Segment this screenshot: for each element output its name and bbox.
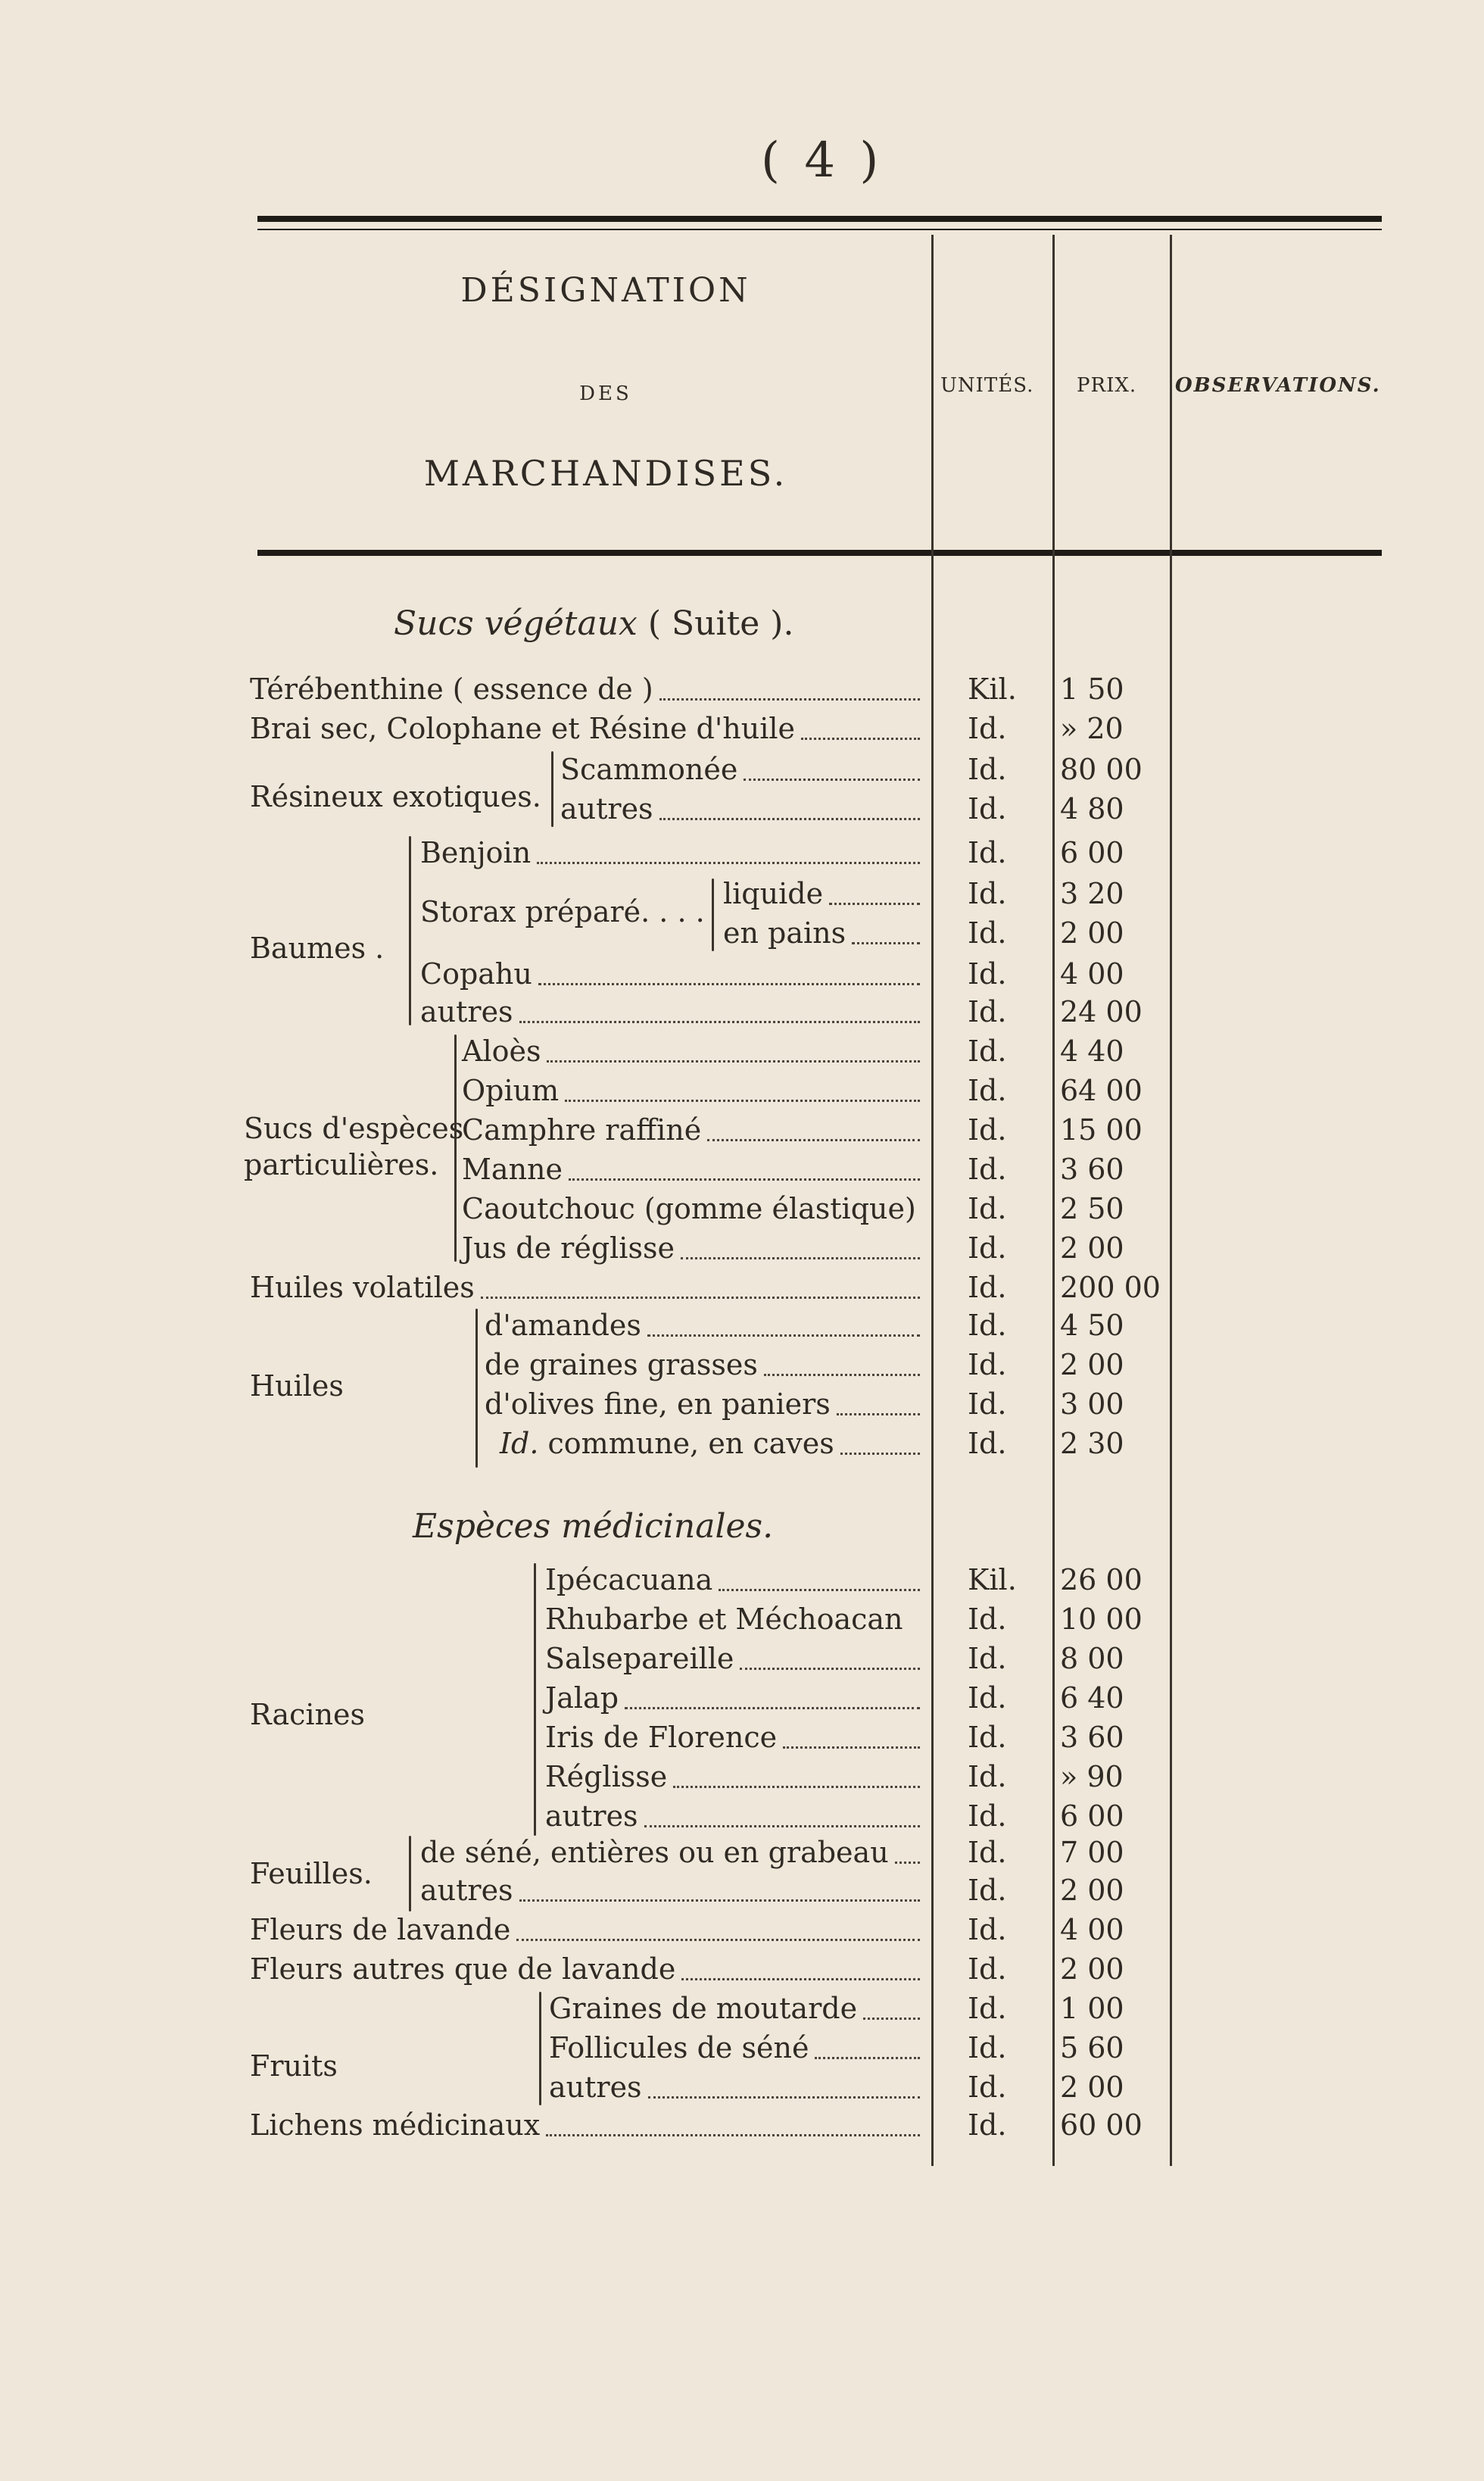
brace: [712, 878, 714, 951]
group-label: Huiles: [250, 1369, 344, 1403]
unit-cell: Id.: [968, 2071, 1007, 2104]
price-cell: 15 00: [1060, 1113, 1143, 1147]
brace: [539, 1992, 541, 2105]
price-cell: 26 00: [1060, 1563, 1143, 1596]
table-row: [0, 1678, 1484, 1718]
price-cell: 2 00: [1060, 1231, 1124, 1265]
item-label: Camphre raffiné: [462, 1113, 702, 1147]
item-label: Iris de Florence: [545, 1721, 778, 1754]
item-label: Fleurs de lavande: [250, 1913, 511, 1946]
leader-dots: [815, 2057, 920, 2059]
leader-dots: [895, 1862, 920, 1864]
observations-column-header: OBSERVATIONS.: [1175, 374, 1381, 397]
item-label: Fleurs autres que de lavande: [250, 1952, 676, 1986]
unit-cell: Id.: [968, 1913, 1007, 1946]
unit-cell: Id.: [968, 1348, 1007, 1381]
price-cell: 2 30: [1060, 1427, 1124, 1460]
leader-dots: [516, 1939, 920, 1941]
item-label: Benjoin: [420, 836, 532, 869]
item-label: Brai sec, Colophane et Résine d'huile: [250, 712, 796, 745]
price-column-header: PRIX.: [1077, 374, 1137, 397]
price-cell: 2 50: [1060, 1192, 1124, 1225]
price-cell: 1 50: [1060, 673, 1124, 706]
table-row: [0, 1189, 1484, 1228]
table-row: [0, 1910, 1484, 1949]
unit-cell: Id.: [968, 1113, 1007, 1147]
unit-cell: Id.: [968, 1387, 1007, 1421]
item-label: autres: [560, 792, 653, 825]
item-label: de graines grasses: [485, 1348, 758, 1381]
table-row: [0, 992, 1484, 1031]
leader-dots: [829, 903, 920, 905]
leader-dots: [519, 1899, 920, 1902]
price-cell: 6 00: [1060, 836, 1124, 869]
price-cell: 4 00: [1060, 1913, 1124, 1946]
table-row: [0, 1031, 1484, 1071]
group-label: Résineux exotiques.: [250, 780, 541, 813]
section-title-text: Sucs végétaux: [394, 604, 638, 643]
item-label: de séné, entières ou en grabeau: [420, 1836, 889, 1869]
price-cell: 6 40: [1060, 1681, 1124, 1715]
designation-heading: DÉSIGNATION: [460, 271, 751, 310]
table-row: [0, 1306, 1484, 1345]
group-label: Storax préparé. . . .: [420, 895, 705, 928]
item-label: Graines de moutarde: [549, 1992, 858, 2025]
group-label: Racines: [250, 1698, 366, 1731]
unit-cell: Id.: [968, 753, 1007, 786]
table-row: [0, 750, 1484, 789]
unit-cell: Id.: [968, 1874, 1007, 1907]
leader-dots: [681, 1257, 920, 1259]
item-label: Jus de réglisse: [462, 1231, 675, 1265]
item-label: en pains: [723, 916, 846, 950]
unit-cell: Id.: [968, 1642, 1007, 1675]
units-column-header: UNITÉS.: [940, 374, 1034, 397]
price-cell: » 20: [1060, 712, 1124, 745]
price-cell: 60 00: [1060, 2108, 1143, 2142]
unit-cell: Id.: [968, 1192, 1007, 1225]
unit-cell: Id.: [968, 957, 1007, 991]
leader-dots: [644, 1825, 920, 1827]
table-row: [0, 1871, 1484, 1910]
leader-dots: [744, 779, 920, 781]
table-row: [0, 954, 1484, 994]
leader-dots: [537, 862, 920, 864]
unit-cell: Id.: [968, 836, 1007, 869]
unit-cell: Id.: [968, 995, 1007, 1028]
price-cell: » 90: [1060, 1760, 1124, 1793]
item-label: d'olives fine, en paniers: [485, 1387, 831, 1421]
item-label: Follicules de séné: [549, 2031, 809, 2064]
table-row: [0, 1639, 1484, 1678]
unit-cell: Id.: [968, 712, 1007, 745]
leader-dots: [837, 1413, 920, 1415]
unit-cell: Id.: [968, 792, 1007, 825]
leader-dots: [764, 1374, 920, 1376]
page-number: ( 4 ): [761, 133, 884, 189]
top-rule-thin: [257, 229, 1382, 230]
leader-dots: [681, 1978, 920, 1980]
table-row: [0, 2105, 1484, 2145]
item-label: Manne: [462, 1153, 563, 1186]
item-label: Térébenthine ( essence de ): [250, 673, 653, 706]
unit-cell: Id.: [968, 1153, 1007, 1186]
unit-cell: Id.: [968, 1760, 1007, 1793]
price-cell: 3 60: [1060, 1153, 1124, 1186]
table-row: [0, 1718, 1484, 1757]
item-label: Caoutchouc (gomme élastique): [462, 1192, 916, 1225]
item-label: autres: [420, 995, 513, 1028]
item-label: autres: [420, 1874, 513, 1907]
table-row: [0, 1110, 1484, 1150]
table-row: [0, 669, 1484, 709]
table-row: [0, 1833, 1484, 1872]
item-label: Salsepareille: [545, 1642, 734, 1675]
leader-dots: [863, 2018, 920, 2020]
brace: [534, 1563, 536, 1836]
price-cell: 2 00: [1060, 1874, 1124, 1907]
table-row: [0, 1345, 1484, 1384]
table-row: [0, 874, 1484, 913]
table-row: [0, 1150, 1484, 1189]
item-label: autres: [545, 1799, 638, 1833]
item-label: Opium: [462, 1074, 560, 1107]
price-cell: 6 00: [1060, 1799, 1124, 1833]
table-row: [0, 1796, 1484, 1836]
table-row: [0, 1599, 1484, 1639]
unit-cell: Id.: [968, 1271, 1007, 1304]
price-cell: 4 00: [1060, 957, 1124, 991]
group-label: Fruits: [250, 2049, 338, 2083]
price-cell: 5 60: [1060, 2031, 1124, 2064]
table-row: [0, 1268, 1484, 1307]
unit-cell: Id.: [968, 877, 1007, 910]
leader-dots: [565, 1100, 920, 1102]
leader-dots: [740, 1668, 920, 1670]
leader-dots: [840, 1453, 920, 1455]
unit-cell: Id.: [968, 1799, 1007, 1833]
price-cell: 80 00: [1060, 753, 1143, 786]
price-cell: 24 00: [1060, 995, 1143, 1028]
table-row: [0, 1228, 1484, 1268]
item-label: Ipécacuana: [545, 1563, 713, 1596]
unit-cell: Kil.: [968, 673, 1017, 706]
price-cell: 4 80: [1060, 792, 1124, 825]
leader-dots: [719, 1589, 920, 1591]
designation-des: DES: [579, 382, 632, 405]
table-row: [0, 2028, 1484, 2068]
section-title: [394, 604, 793, 643]
table-row: [0, 789, 1484, 829]
section-title-suite: ( Suite ).: [647, 604, 794, 643]
leader-dots: [538, 983, 920, 985]
leader-dots: [783, 1746, 920, 1749]
price-cell: 7 00: [1060, 1836, 1124, 1869]
table-row: [0, 1560, 1484, 1599]
price-cell: 3 60: [1060, 1721, 1124, 1754]
leader-dots: [546, 2134, 920, 2136]
unit-cell: Id.: [968, 1074, 1007, 1107]
unit-cell: Id.: [968, 1992, 1007, 2025]
leader-dots: [547, 1060, 920, 1063]
leader-dots: [659, 818, 920, 820]
unit-cell: Id.: [968, 1836, 1007, 1869]
price-cell: 4 50: [1060, 1309, 1124, 1342]
price-cell: 200 00: [1060, 1271, 1161, 1304]
price-cell: 10 00: [1060, 1603, 1143, 1636]
brace: [409, 1836, 411, 1911]
group-label: Sucs d'espèces particulières.: [244, 1112, 464, 1181]
item-label: d'amandes: [485, 1309, 641, 1342]
item-label: Scammonée: [560, 753, 738, 786]
unit-cell: Id.: [968, 1427, 1007, 1460]
leader-dots: [647, 1334, 920, 1337]
price-cell: 4 40: [1060, 1035, 1124, 1068]
table-row: [0, 1949, 1484, 1989]
brace: [454, 1035, 457, 1262]
unit-cell: Id.: [968, 1309, 1007, 1342]
unit-cell: Id.: [968, 1681, 1007, 1715]
brace: [475, 1309, 478, 1468]
price-cell: 2 00: [1060, 1348, 1124, 1381]
price-cell: 3 00: [1060, 1387, 1124, 1421]
item-label: Id. commune, en caves: [500, 1427, 834, 1460]
table-row: [0, 833, 1484, 872]
group-label: Baumes .: [250, 932, 385, 965]
leader-dots: [852, 942, 920, 944]
unit-cell: Id.: [968, 916, 1007, 950]
price-cell: 3 20: [1060, 877, 1124, 910]
leader-dots: [659, 698, 920, 701]
table-row: [0, 1384, 1484, 1424]
leader-dots: [519, 1021, 920, 1023]
leader-dots: [648, 2096, 920, 2099]
unit-cell: Id.: [968, 1721, 1007, 1754]
leader-dots: [481, 1297, 920, 1299]
designation-marchandises: MARCHANDISES.: [423, 453, 788, 494]
unit-cell: Id.: [968, 1231, 1007, 1265]
price-cell: 1 00: [1060, 1992, 1124, 2025]
unit-cell: Id.: [968, 1603, 1007, 1636]
table-row: [0, 1071, 1484, 1110]
table-row: [0, 2068, 1484, 2107]
header-rule: [257, 550, 1382, 556]
leader-dots: [569, 1178, 920, 1181]
item-label: Rhubarbe et Méchoacan: [545, 1603, 903, 1636]
table-row: [0, 709, 1484, 748]
item-label: autres: [549, 2071, 642, 2104]
price-cell: 8 00: [1060, 1642, 1124, 1675]
price-cell: 64 00: [1060, 1074, 1143, 1107]
leader-dots: [625, 1707, 920, 1709]
item-label: Huiles volatiles: [250, 1271, 475, 1304]
top-rule: [257, 216, 1382, 222]
price-cell: 2 00: [1060, 916, 1124, 950]
price-cell: 2 00: [1060, 1952, 1124, 1986]
brace: [551, 751, 553, 827]
unit-cell: Id.: [968, 1952, 1007, 1986]
unit-cell: Id.: [968, 2031, 1007, 2064]
table-row: [0, 913, 1484, 953]
unit-cell: Id.: [968, 2108, 1007, 2142]
leader-dots: [801, 738, 920, 740]
item-label: Aloès: [462, 1035, 541, 1068]
brace: [409, 836, 411, 1025]
table-row: [0, 1989, 1484, 2028]
item-label: Réglisse: [545, 1760, 668, 1793]
section-title: Espèces médicinales.: [413, 1507, 774, 1546]
item-label: liquide: [723, 877, 824, 910]
item-label: Copahu: [420, 957, 532, 991]
item-label: Jalap: [545, 1681, 619, 1715]
leader-dots: [707, 1139, 920, 1141]
unit-cell: Id.: [968, 1035, 1007, 1068]
leader-dots: [673, 1786, 920, 1788]
table-row: [0, 1757, 1484, 1796]
table-row: [0, 1424, 1484, 1463]
price-cell: 2 00: [1060, 2071, 1124, 2104]
group-label: Feuilles.: [250, 1857, 373, 1890]
unit-cell: Kil.: [968, 1563, 1017, 1596]
item-label: Lichens médicinaux: [250, 2108, 541, 2142]
